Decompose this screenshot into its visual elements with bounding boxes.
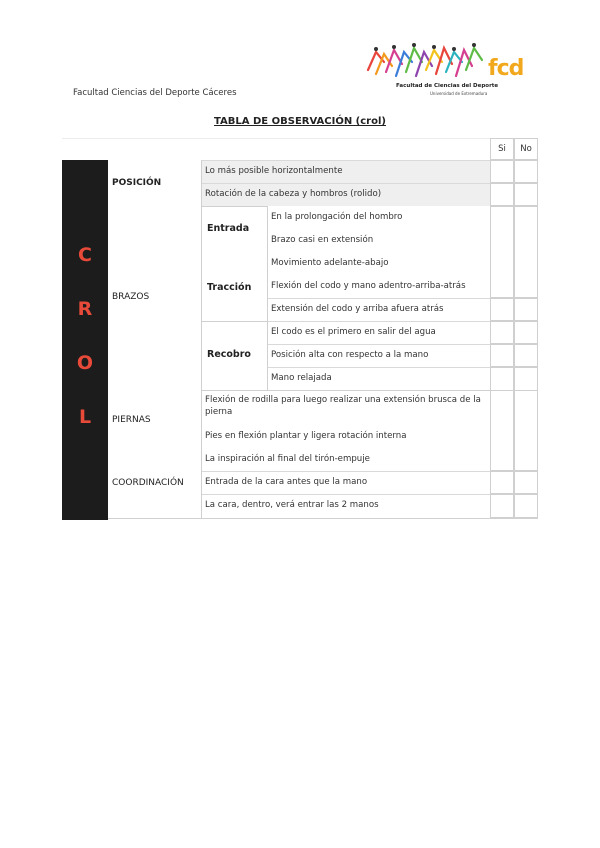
item-row: La cara, dentro, verá entrar las 2 manos <box>201 494 490 517</box>
category-posicion: POSICIÓN <box>112 178 162 188</box>
table-divider <box>108 518 538 519</box>
column-header-no: No <box>514 138 538 160</box>
category-coordinacion: COORDINACIÓN <box>112 478 184 488</box>
checkbox-si[interactable] <box>490 344 514 367</box>
checkbox-no[interactable] <box>514 206 538 298</box>
checkbox-si[interactable] <box>490 298 514 321</box>
checkbox-no[interactable] <box>514 344 538 367</box>
side-letter-o: O <box>76 352 94 374</box>
checkbox-si[interactable] <box>490 321 514 344</box>
table-divider <box>201 206 267 207</box>
item-row: Posición alta con respecto a la mano <box>267 344 490 367</box>
category-piernas: PIERNAS <box>112 415 151 425</box>
table-divider <box>62 138 490 139</box>
checkbox-no[interactable] <box>514 494 538 518</box>
checkbox-si[interactable] <box>490 367 514 471</box>
item-row: Entrada de la cara antes que la mano <box>201 471 490 494</box>
fcd-logo <box>362 40 522 100</box>
item-row: Brazo casi en extensión <box>271 234 374 245</box>
observation-table <box>62 138 538 520</box>
checkbox-no[interactable] <box>514 471 538 494</box>
document-title: TABLA DE OBSERVACIÓN (crol) <box>214 116 386 127</box>
table-divider <box>267 206 268 390</box>
item-row: Lo más posible horizontalmente <box>201 160 490 183</box>
item-row: La inspiración al final del tirón-empuje <box>205 453 370 464</box>
item-row: Mano relajada <box>267 367 490 390</box>
side-letter-c: C <box>78 244 92 266</box>
subcategory-entrada: Entrada <box>207 223 250 234</box>
checkbox-no[interactable] <box>514 298 538 321</box>
column-header-si: Si <box>490 138 514 160</box>
checkbox-si[interactable] <box>490 160 514 183</box>
checkbox-no[interactable] <box>514 183 538 206</box>
crol-side-bar <box>62 160 108 520</box>
checkbox-no[interactable] <box>514 367 538 471</box>
subcategory-recobro: Recobro <box>207 349 251 360</box>
logo-institution: Facultad de Ciencias del Deporte <box>396 83 499 89</box>
item-row: Pies en flexión plantar y ligera rotación interna <box>205 430 407 441</box>
checkbox-si[interactable] <box>490 471 514 494</box>
table-divider <box>201 160 202 518</box>
category-brazos: BRAZOS <box>112 292 150 302</box>
item-row: Extensión del codo y arriba afuera atrás <box>267 298 490 321</box>
checkbox-si[interactable] <box>490 206 514 298</box>
checkbox-no[interactable] <box>514 160 538 183</box>
item-row: El codo es el primero en salir del agua <box>267 321 490 344</box>
logo-subtitle: Universidad de Extremadura <box>430 91 488 96</box>
table-divider <box>201 321 267 322</box>
subcategory-traccion: Tracción <box>207 282 252 293</box>
item-row: Movimiento adelante-abajo <box>271 257 389 268</box>
checkbox-si[interactable] <box>490 494 514 518</box>
item-row: Flexión del codo y mano adentro-arriba-atrás <box>271 280 466 291</box>
checkbox-si[interactable] <box>490 183 514 206</box>
logo-letters: fcd <box>488 56 524 81</box>
faculty-header: Facultad Ciencias del Deporte Cáceres <box>73 88 237 98</box>
side-letter-l: L <box>78 406 92 428</box>
checkbox-no[interactable] <box>514 321 538 344</box>
side-letter-r: R <box>77 298 93 320</box>
item-row: En la prolongación del hombro <box>271 211 403 222</box>
item-row: Rotación de la cabeza y hombros (rolido) <box>201 183 490 206</box>
table-divider <box>201 390 538 391</box>
item-row: Flexión de rodilla para luego realizar una extensión brusca de la pierna <box>201 390 490 425</box>
